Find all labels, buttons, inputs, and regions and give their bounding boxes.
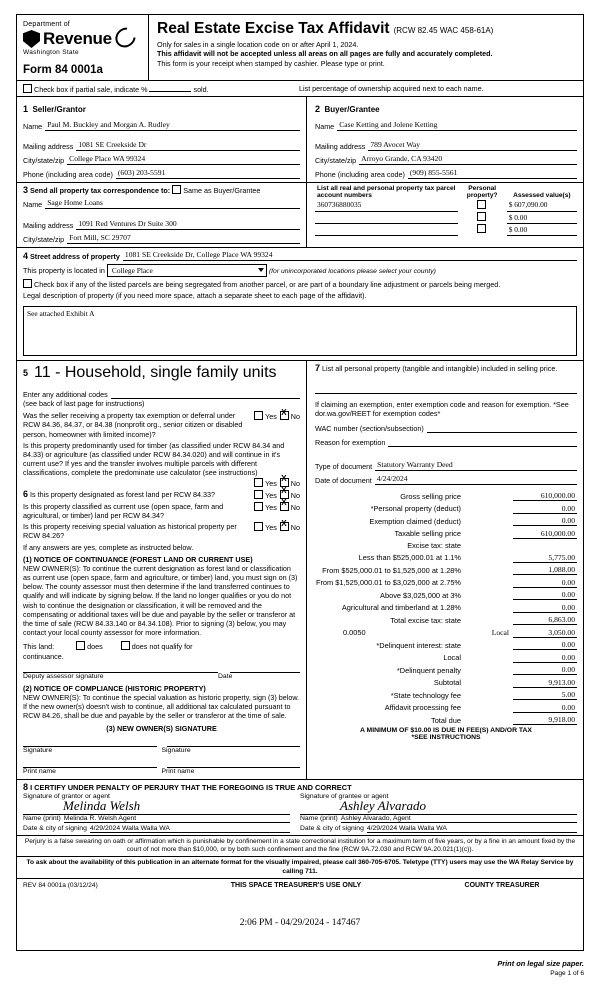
money-label: *Delinquent penalty — [396, 665, 461, 675]
certify-number: 8 — [23, 781, 29, 792]
buyer-heading: Buyer/Grantee — [324, 105, 380, 114]
reason-label: Reason for exemption — [315, 437, 386, 447]
signature-label-2: Signature — [161, 746, 191, 754]
printname-label-2: Print name — [161, 767, 195, 775]
money-label: From $1,525,000.01 to $3,025,000 at 2.75% — [315, 578, 461, 588]
segregated-checkbox[interactable] — [23, 279, 32, 288]
uninc-note: (for unincorporated locations please select your county) — [268, 268, 436, 275]
personal-property-number: 7 — [315, 363, 321, 373]
corr-number: 3 — [23, 185, 29, 195]
money-label: Agricultural and timberland at 1.28% — [341, 603, 461, 613]
grantee-name-label: Name (print) — [300, 814, 338, 822]
street-address-field[interactable]: 1081 SE Creekside Dr, College Place WA 99324 — [123, 250, 577, 261]
table-row — [315, 600, 577, 613]
buyer-mailing-field[interactable]: 789 Avocet Way — [368, 140, 577, 151]
table-row — [315, 550, 577, 562]
segregated-label: Check box if any of the listed parcels are being segregated from another parcel, or are part of a boundary line adjustment or parcels being merged. — [34, 280, 501, 289]
exemption-note: If claiming an exemption, enter exemption code and reason for exemption. *See dor.wa.gov/REET for exemption codes* — [315, 400, 569, 419]
question-4-text: Is this property classified as current use (open space, farm and agricultural, or timber) land per RCW 84.34? — [23, 501, 224, 520]
legal-description-field[interactable]: See attached Exhibit A — [23, 306, 577, 356]
land-does-checkbox[interactable] — [76, 641, 85, 650]
money-label: Local — [443, 653, 461, 663]
continuance-word: continuance. — [23, 651, 64, 661]
sold-label: sold. — [193, 85, 209, 94]
continuance-title: (1) NOTICE OF CONTINUANCE (FOREST LAND OR CURRENT USE) — [23, 554, 253, 564]
seller-mailing-field[interactable]: 1081 SE Creekside Dr — [76, 140, 300, 151]
printname-label: Print name — [23, 767, 56, 775]
parcel-table — [315, 185, 577, 236]
money-label: Affidavit processing fee — [384, 703, 461, 713]
grantor-name-label: Name (print) — [23, 814, 61, 822]
perjury-note — [17, 835, 583, 856]
money-label: Total due — [431, 715, 461, 725]
table-row — [315, 562, 577, 575]
table-row — [315, 650, 577, 663]
money-label: From $525,000.01 to $1,525,000 at 1.28% — [322, 565, 461, 575]
page-title: Real Estate Excise Tax Affidavit — [157, 20, 390, 37]
money-label: *Delinquent interest: state — [376, 640, 461, 650]
buyer-mailing-label: Mailing address — [315, 142, 366, 151]
county-select[interactable]: College Place — [107, 264, 267, 277]
table-row — [315, 575, 577, 588]
section6-number: 6 — [23, 488, 29, 499]
q3-yes-checkbox[interactable] — [254, 490, 263, 499]
money-value[interactable]: 0.00 — [513, 501, 577, 514]
seller-csz-label: City/state/zip — [23, 156, 65, 165]
q2-yes-checkbox[interactable] — [254, 478, 263, 487]
personal-property-checkbox[interactable] — [477, 224, 486, 233]
parcel-header: List all real and personal property tax parcel account numbers — [317, 185, 456, 199]
personal-property-field[interactable] — [315, 373, 577, 394]
parcel-number[interactable] — [315, 211, 458, 223]
corr-mailing-label: Mailing address — [23, 221, 74, 230]
deputy-assessor-label: Deputy assessor signature — [23, 672, 104, 680]
street-section — [17, 247, 583, 303]
buyer-phone-field[interactable]: (909) 855-5561 — [408, 168, 577, 179]
money-value[interactable]: 6,863.00 — [513, 612, 577, 625]
corr-csz-field[interactable]: Fort Mill, SC 29707 — [67, 233, 300, 244]
seller-block — [17, 97, 307, 182]
money-label: Exemption claimed (deduct) — [369, 516, 461, 526]
correspondence-parcels-section — [17, 182, 583, 247]
county-treasurer-label: COUNTY TREASURER — [464, 881, 540, 889]
reason-field[interactable] — [388, 436, 577, 447]
tty-text: To ask about the availability of this publication in an alternate format for the visually impaired, please call 360-705-6705. Teletype (TTY) users may use the WA Relay Service by calling 711. — [26, 859, 574, 875]
corr-mailing-field[interactable]: 1091 Red Ventures Dr Suite 300 — [76, 219, 300, 230]
question-1-text: Was the seller receiving a property tax exemption or deferral under RCW 84.36, 84.37, or 84.38 (nonprofit org., senior citizen or disabled person, homeowner with limited income)? — [23, 411, 243, 439]
street-number: 4 — [23, 251, 29, 261]
money-label: Local — [491, 628, 509, 638]
q4-yes-checkbox[interactable] — [254, 502, 263, 511]
tax-calculation-table — [315, 489, 577, 726]
grantee-date-label: Date & city of signing — [300, 824, 364, 832]
question-2-text: Is this property predominantly used for timber (as classified under RCW 84.34 and 84.33) or agriculture (as classified under RCW 84.34.020) and will continue in it's current use? If yes and the transfer involves multiple parcels with different classifications, complete the predominate use calculator (see instructions) — [23, 440, 285, 478]
same-as-buyer-checkbox[interactable] — [172, 185, 181, 194]
assessed-value-header: Assessed value(s) — [513, 192, 571, 199]
money-label: Above $3,025,000 at 3% — [380, 590, 461, 600]
money-label: *State technology fee — [390, 690, 461, 700]
table-row — [315, 526, 577, 539]
additional-codes-field[interactable] — [111, 388, 300, 399]
grantee-name-field[interactable]: Ashley Alvarado, Agent — [341, 815, 577, 823]
assessed-value[interactable]: $ 0.00 — [507, 223, 577, 235]
seller-csz-field[interactable]: College Place WA 99324 — [67, 154, 300, 165]
table-row — [315, 199, 577, 211]
treasurer-stamp: 2:06 PM - 04/29/2024 - 147467 — [239, 917, 361, 928]
compliance-title: (2) NOTICE OF COMPLIANCE (HISTORIC PROPERTY) — [23, 683, 206, 693]
tty-note — [17, 856, 583, 877]
usecode-number: 5 — [23, 368, 29, 378]
title-block — [149, 15, 583, 72]
seller-phone-label: Phone (including area code) — [23, 170, 113, 179]
buyer-name-field[interactable]: Case Ketting and Jolene Ketting — [337, 120, 577, 131]
certification-section — [17, 779, 583, 835]
continuance-body: NEW OWNER(S): To continue the current designation as forest land or classification as current use (open space, farm and agriculture, or timber) land, you must sign on (3) below. The county assessor must then determine if the land transferred continues to qualify and will indicate by signing below. If the land no longer qualifies or you do not wish to continue the designation or classification, it will be removed and the compensating or additional taxes will be due and payable by the seller or transferor at the time of sale (RCW 84.33.140 or 84.34.108). Prior to signing (3) below, you may contact your local county assessor for more information. — [23, 563, 298, 638]
grantor-signature-label: Signature of grantor or agent — [23, 792, 110, 800]
additional-codes-label: Enter any additional codes — [23, 390, 108, 399]
money-value[interactable]: 0.00 — [513, 662, 577, 675]
table-row — [315, 612, 577, 625]
grantor-signature-field[interactable]: Melinda Welsh — [23, 800, 290, 815]
parcel-number[interactable] — [315, 223, 458, 235]
certify-heading: I CERTIFY UNDER PENALTY OF PERJURY THAT THE FOREGOING IS TRUE AND CORRECT — [30, 782, 352, 792]
money-label: Gross selling price — [400, 491, 461, 501]
money-label: Excise tax: state — [407, 541, 461, 551]
money-value[interactable]: 5.00 — [513, 687, 577, 700]
money-label: Less than $525,000.01 at 1.1% — [358, 553, 461, 563]
corr-csz-label: City/state/zip — [23, 235, 65, 244]
grantor-date-field[interactable]: 4/29/2024 Walla Walla WA — [90, 825, 290, 833]
seller-name-label: Name — [23, 122, 43, 131]
does-not-label: does not qualify for — [131, 642, 193, 652]
does-label: does — [87, 642, 103, 652]
revenue-logo — [23, 28, 144, 49]
money-label: Subtotal — [433, 678, 461, 688]
q1-no-checkbox[interactable] — [280, 411, 289, 420]
thisland-label: This land: — [23, 642, 55, 652]
table-row — [315, 637, 577, 650]
personal-property-header: Personal property? — [466, 185, 498, 199]
money-value[interactable]: 610,000.00 — [513, 489, 577, 501]
print-note: Print on legal size paper. — [497, 958, 584, 968]
money-value[interactable]: 0.00 — [513, 637, 577, 650]
seller-name-field[interactable]: Paul M. Buckley and Morgan A. Rudley — [45, 120, 300, 131]
table-row — [315, 662, 577, 675]
money-value[interactable]: 0.00 — [513, 575, 577, 588]
money-value[interactable]: 0.00 — [513, 650, 577, 663]
grantee-signature-label: Signature of grantee or agent — [300, 792, 389, 800]
partial-sale-label: Check box if partial sale, indicate % — [34, 85, 148, 94]
seller-phone-field[interactable]: (603) 203-5591 — [116, 168, 300, 179]
correspondence-block — [17, 183, 307, 247]
table-row — [315, 625, 577, 638]
rev-number: REV 84 0001a (03/12/24) — [23, 881, 98, 889]
money-value[interactable]: 0.00 — [513, 600, 577, 613]
page-footer — [16, 959, 584, 977]
grantor-name-field[interactable]: Melinda R. Welsh Agent — [64, 815, 290, 823]
seller-mailing-label: Mailing address — [23, 142, 74, 151]
parcel-number[interactable]: 360736880035 — [315, 199, 458, 211]
buyer-name-label: Name — [315, 122, 335, 131]
buyer-number: 2 — [315, 104, 321, 114]
treasurer-label: THIS SPACE TREASURER'S USE ONLY — [230, 881, 362, 889]
minimum-note: A MINIMUM OF $10.00 IS DUE IN FEE(S) AND/OR TAX — [360, 727, 532, 735]
department-label: Department of — [23, 21, 70, 28]
assessed-value[interactable]: $ 0.00 — [507, 211, 577, 223]
form-header — [17, 15, 583, 81]
money-label: *Personal property (deduct) — [370, 504, 461, 514]
header-line-3: This form is your receipt when stamped by cashier. Please type or print. — [157, 58, 385, 68]
doc-type-label: Type of document — [315, 461, 373, 471]
wac-label: WAC number (section/subsection) — [315, 423, 424, 433]
buyer-block — [307, 97, 583, 182]
money-value[interactable]: 0.00 — [513, 700, 577, 713]
shield-icon — [23, 30, 40, 48]
assessor-date-label: Date — [218, 672, 233, 680]
money-value[interactable]: 3,050.00 — [513, 625, 577, 638]
land-does-not-checkbox[interactable] — [121, 641, 130, 650]
header-line-2: This affidavit will not be accepted unless all areas on all pages are fully and accurately completed. — [157, 49, 493, 59]
q4-no-checkbox[interactable] — [280, 502, 289, 511]
same-as-buyer-label: Same as Buyer/Grantee — [183, 186, 261, 195]
header-line-1: Only for sales in a single location code on or after April 1, 2024. — [157, 40, 359, 49]
money-value[interactable]: 610,000.00 — [513, 526, 577, 539]
parties-section — [17, 96, 583, 182]
table-row — [315, 489, 577, 501]
question-5-text: Is this property receiving special valuation as historical property per RCW 84.26? — [23, 522, 237, 541]
money-value — [513, 538, 577, 550]
doc-date-label: Date of document — [315, 475, 372, 485]
perjury-text: Perjury is a false swearing on oath or affirmation which is punishable by confinement in a state correctional institution for a maximum term of five years, or by a fine in an amount fixed by the court of not more than $10,000, or by both such confinement and the fine (RCW 9A.72.030 and RCW 9A.20.021(1)(c)). — [24, 837, 576, 854]
grantor-date-label: Date & city of signing — [23, 824, 87, 832]
corr-name-field[interactable]: Sage Home Loans — [45, 198, 300, 209]
page-number: Page 1 of 6 — [550, 969, 584, 977]
money-label: Total excise tax: state — [390, 615, 461, 625]
q5-yes-checkbox[interactable] — [254, 522, 263, 531]
doc-type-field[interactable]: Statutory Warranty Deed — [375, 460, 577, 471]
legal-description-label: Legal description of property (if you need more space, attach a separate sheet to each page of the affidavit). — [23, 291, 367, 300]
table-row — [315, 587, 577, 600]
street-label: Street address of property — [30, 252, 120, 261]
corr-text: Send all property tax correspondence to: — [30, 186, 171, 195]
q1-yes-checkbox[interactable] — [254, 411, 263, 420]
money-value[interactable]: 1,088.00 — [513, 562, 577, 575]
table-row — [315, 513, 577, 526]
money-value[interactable]: 9,913.00 — [513, 675, 577, 688]
grantee-date-field[interactable]: 4/29/2024 Walla Walla WA — [367, 825, 577, 833]
seller-heading: Seller/Grantor — [32, 105, 86, 114]
form-number: Form 84 0001a — [23, 64, 103, 76]
money-value[interactable]: 0.00 — [513, 587, 577, 600]
money-value[interactable]: 5,775.00 — [513, 550, 577, 562]
assessed-value[interactable]: $ 607,090.00 — [507, 199, 577, 211]
parcel-block — [307, 183, 583, 247]
agency-block — [17, 15, 149, 80]
form-frame — [16, 14, 584, 951]
ownership-note: List percentage of ownership acquired next to each name. — [299, 84, 484, 93]
table-row — [315, 687, 577, 700]
partial-sale-row — [17, 81, 583, 96]
see-instructions-note: *SEE INSTRUCTIONS — [411, 734, 481, 742]
table-row — [315, 712, 577, 725]
personal-property-checkbox[interactable] — [477, 200, 486, 209]
ifany-note: If any answers are yes, complete as instructed below. — [23, 543, 194, 553]
table-row — [315, 538, 577, 550]
compliance-body: NEW OWNER(S): To continue the special valuation as historic property, sign (3) below. If the new owner(s) doesn't wish to continue, all additional tax calculated pursuant to RCW 84.26, shall be due and payable by the seller or transferor at the time of sale. — [23, 693, 300, 721]
buyer-phone-label: Phone (including area code) — [315, 170, 405, 179]
partial-percent-input[interactable] — [149, 91, 191, 92]
buyer-csz-label: City/state/zip — [315, 156, 357, 165]
rcw-citation: (RCW 82.45 WAC 458-61A) — [393, 26, 494, 35]
money-value[interactable]: 9,918.00 — [513, 712, 577, 725]
doc-date-field[interactable]: 4/24/2024 — [375, 474, 577, 485]
table-row — [315, 501, 577, 514]
seller-number: 1 — [23, 104, 29, 114]
question-3-text: Is this property designated as forest land per RCW 84.33? — [30, 489, 215, 499]
treasurer-section — [17, 878, 583, 892]
revenue-wordmark: Revenue — [43, 29, 112, 48]
usecode-section: 5 11 - Household, single family units Enter any additional codes (see back of last page for instructions) Was the seller receiving a property tax exemption or deferral under RCW 84.36, 84.37, or 84.38 (nonprofit org., senior citizen or disabled person, homeowner with limited income)? Yes X No Is this property predominantly used for timber (as classified under RCW 84.34 and 84.33) or agriculture (as classified under RCW 84.34.020) and will continue in it's current use? If yes and the transfer involves multiple parcels with different classifications, complete the predominate use calculator (see instructions) Yes X No 6 Is this property designated as forest land per RCW 84.33? Yes X No Is this property classified as current use (open space, farm and agricultural, or timber) land per RCW 84.34? Yes X No Is this property receiving special valuation as historical property per RCW 84.26? Yes X No If any answers are yes, complete as instructed below. (1) NOTICE OF CONTINUANCE (FOREST LAND OR CURRENT USE) NEW OWNER(S): To continue the current designation as forest land or classification as current use (open space, farm and agriculture, or timber) land, you must sign on (3) below. The county assessor must then determine if the land transferred continues to qualify and will indicate by signing below. If the land no longer qualifies or you do not wish to continue the designation or classification, it will be removed and the compensating or additional taxes will be due and payable by the seller or transferor at the time of sale (RCW 84.33.140 or 84.34.108). Prior to signing (3) below, you may contact your local county assessor for more information. This land: does does not qualify for continuance. Deputy assessor signature Date (2) NOTICE OF COMPLIANCE (HISTORIC PROPERTY) NEW OWNER(S): To continue the special valuation as historic property, sign (3) below. If the new owner(s) doesn't wish to continue, all additional tax calculated pursuant to RCW 84.26, shall be due and payable by the seller or transferor at the time of sale. (3) NEW OWNER(S) SIGNATURE Signature Signature Print name Print name 7 List all personal property (tangible and intangible) included in selling price. If claiming an exemption, enter exemption code and reason for exemption. *See dor.wa.gov/REET for exemption codes* WAC number (section/subsection) Reason for exemption Type of document Statutory Warranty Deed Date of document 4/24/2024 Gross selling price 610,000.00 *Personal property (deduct) 0.00 Exemption claimed (deduct) 0.00 Taxable selling price 610,000.00 Excise tax: state Less than $525,000.01 at 1.1% 5,775.00 From $525,000.01 to $1,525,000 at 1.28% 1,088.00 From $1,525,000.01 to $3,025,000 at 2.75% 0.00 Above $3,025,000 at 3% 0.00 Agricultural and timberland at 1.28% 0.00 Total excise tax: state 6,863.00 0.0050 Local 3,050.00 *Delinquent interest: state 0.00 Local 0.00 *Delinquent penalty 0.00 Subtotal 9,913.00 *State technology fee 5.00 Affidavit processing fee 0.00 Total due 9,918.00 A MINIMUM OF $10.00 IS DUE IN FEE(S) AND/OR TAX *SEE INSTRUCTIONS — [17, 360, 583, 779]
state-label: Washington State — [23, 49, 79, 56]
signature-label: Signature — [23, 746, 53, 754]
table-row — [315, 211, 577, 223]
personal-property-checkbox[interactable] — [477, 212, 486, 221]
table-row — [315, 675, 577, 688]
land-use-code-select[interactable]: 11 - Household, single family units — [34, 364, 277, 381]
wac-field[interactable] — [427, 422, 577, 433]
backnote: (see back of last page for instructions) — [23, 399, 145, 408]
personal-property-text: List all personal property (tangible and intangible) included in selling price. — [322, 364, 558, 373]
money-label: Taxable selling price — [394, 529, 461, 539]
money-value[interactable]: 0.00 — [513, 513, 577, 526]
table-row — [315, 223, 577, 235]
corr-name-label: Name — [23, 200, 43, 209]
q5-no-checkbox[interactable] — [280, 522, 289, 531]
partial-sale-checkbox[interactable] — [23, 84, 32, 93]
swoosh-icon — [111, 23, 139, 51]
grantee-signature-field[interactable]: Ashley Alvarado — [300, 800, 577, 815]
new-owner-sig-title: (3) NEW OWNER(S) SIGNATURE — [106, 723, 217, 733]
buyer-csz-field[interactable]: Arroyo Grande, CA 93420 — [359, 154, 577, 165]
table-row — [315, 700, 577, 713]
located-label: This property is located in — [23, 266, 105, 275]
local-rate[interactable]: 0.0050 — [343, 628, 366, 638]
